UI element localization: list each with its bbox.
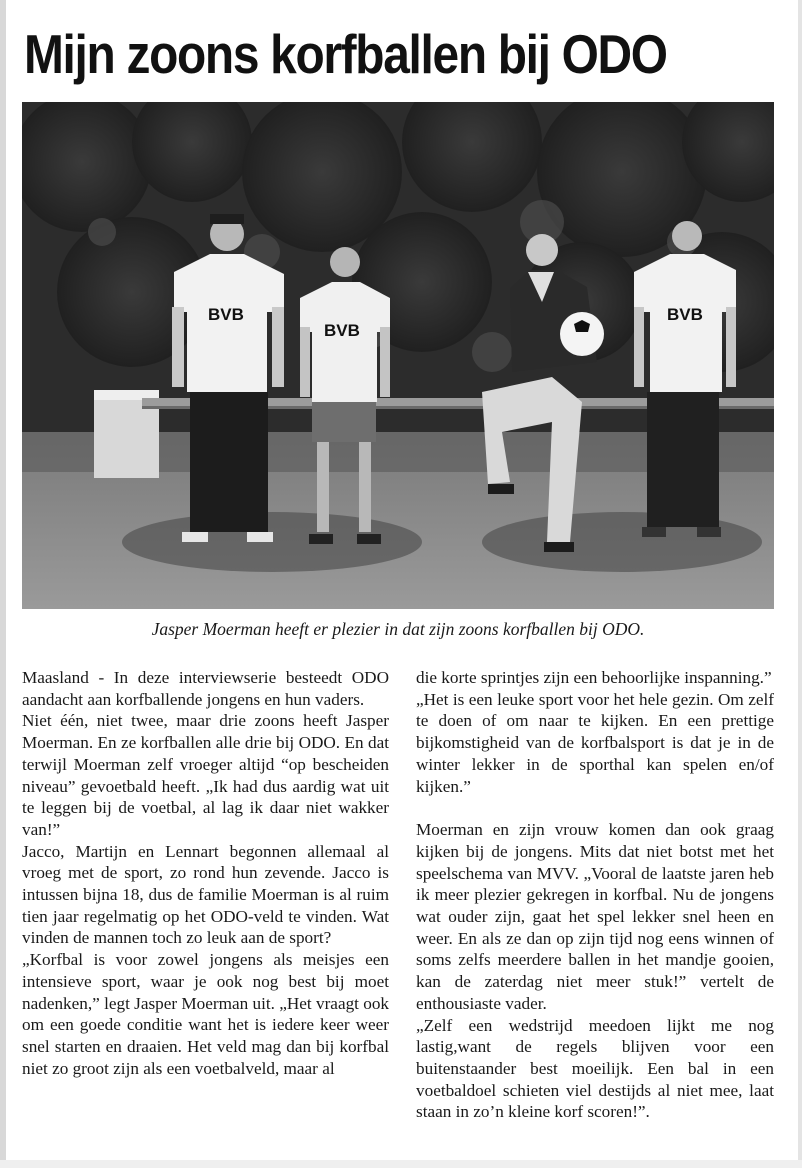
article-headline: Mijn zoons korfballen bij ODO — [24, 23, 667, 85]
article-column-left — [22, 667, 389, 1079]
scan-bottom-edge — [0, 1160, 802, 1168]
scan-left-edge — [0, 0, 6, 1168]
paragraph: Jacco, Martijn en Lennart begonnen allemaal al vroeg met de sport, zo rond hun zevende. Jacco is intussen bijna 18, dus de familie Moerman is al ruim tien jaar regelmatig op het ODO-veld te vinden. Wat vinden de mannen toch zo leuk aan de sport? — [22, 841, 389, 948]
shirt-text-2: BVB — [324, 321, 360, 340]
article-photo — [22, 102, 774, 609]
scan-right-edge — [798, 0, 802, 1168]
paragraph: „Zelf een wedstrijd meedoen lijkt me nog lastig,want de regels blijven voor een buitenstaander best moeilijk. Een bal in een voetbaldoel schieten viel destijds al niet mee, laat staan in zo’n kleine korf scoren!”. — [416, 1015, 774, 1122]
shirt-text-4: BVB — [667, 305, 703, 324]
article-column-right — [416, 667, 774, 1123]
paragraph: Moerman en zijn vrouw komen dan ook graag kijken bij de jongens. Mits dat niet botst met het speelschema van MVV. „Vooral de laatste jaren heb ik meer plezier gekregen in korfbal. Nu de jongens wat ouder zijn, gaat het spel lekker snel heen en weer. En als ze dan op zijn tijd nog eens winnen of soms zelfs meerdere ballen in het mandje gooien, kan de zaterdag niet meer stuk!” vertelt de enthousiaste vader. — [416, 820, 774, 1013]
photo-caption: Jasper Moerman heeft er plezier in dat zijn zoons korfballen bij ODO. — [151, 619, 645, 639]
paragraph: „Het is een leuke sport voor het hele gezin. Om zelf te doen of om naar te kijken. En een prettige bijkomstigheid van de korfbalsport is dat je in de winter lekker in de sporthal kan spelen en/of kijken.” — [416, 689, 774, 796]
shirt-text-1: BVB — [208, 305, 244, 324]
paragraph: die korte sprintjes zijn een behoorlijke inspanning.” — [416, 668, 772, 687]
paragraph: Maasland - In deze interviewserie besteedt ODO aandacht aan korfballende jongens en hun vaders. — [22, 668, 389, 709]
paragraph: „Korfbal is voor zowel jongens als meisjes een intensieve sport, waar je ook nog best bij moet nadenken,” legt Jasper Moerman uit. „Het vraagt ook om een goede conditie want het is iedere keer weer snel starten en draaien. Het veld mag dan bij korfbal niet zo groot zijn als een voetbalveld, maar al — [22, 950, 390, 1078]
paragraph: Niet één, niet twee, maar drie zoons heeft Jasper Moerman. En ze korfballen alle drie bij ODO. En dat terwijl Moerman zelf vroeger altijd “op bescheiden niveau” gevoetbald heeft. „Ik had dus aardig wat uit te leggen bij de voetbal, al lag ik daar niet wakker van!” — [22, 711, 389, 839]
